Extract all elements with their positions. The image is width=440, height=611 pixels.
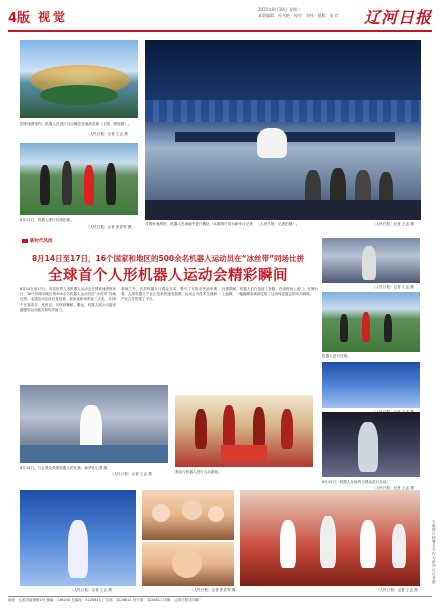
editor-line: 本版编辑：孙书艳 · 校对：刘伟 · 组版：张 红: [258, 13, 339, 18]
photo-caption: 8月17日，机器人进行足球比赛。: [20, 218, 74, 222]
photo-audience-2[interactable]: [142, 542, 234, 586]
article-column: 比赛期间，机器人们在赛道上奔跑、在绿茵场上射门、在舞台上起舞，一幅幅精彩画面定格了这场科技盛会的动人瞬间。: [222, 287, 318, 297]
photo-caption: 在国家速滑馆，机器人在场地中进行搬运（本版图片均为新华社记者、〈人民日报〉记者拍摄）。: [145, 222, 300, 226]
photo-credit: 〈人民日报〉记者 王孟 摄: [376, 588, 418, 592]
page-header: [8, 5, 432, 27]
photo-robot-soccer[interactable]: [322, 292, 420, 352]
page-footer: 地址：辽源市南康街1号 邮编：136200 总编室：3226811 广告部：3226811 发行部：3226811 印刷：辽源日报社印刷厂: [8, 598, 202, 602]
article-tag: [22, 238, 53, 244]
photo-robot-walk[interactable]: [322, 238, 420, 283]
photo-robot-race[interactable]: [20, 143, 138, 215]
photo-credit: 〈人民日报〉记者 王孟 摄: [110, 472, 152, 476]
article-column: 赛场之外，各类机器人与观众互动，吸引了大批市民前来观看。人形机器人产业正迎来快速发展期，运动会为技术交流和产业合作搭建了平台。: [121, 287, 217, 302]
photo-arena[interactable]: [145, 40, 421, 220]
photo-credit: 〈人民日报〉记者 王孟 摄: [70, 588, 112, 592]
header-rule: [8, 30, 432, 32]
photo-audience[interactable]: [142, 490, 234, 540]
photo-robot-track[interactable]: [322, 362, 420, 408]
photo-robot-run[interactable]: [20, 385, 168, 463]
masthead-logo: 辽河日报: [363, 8, 432, 27]
photo-credit: 〈人民日报〉记者 王孟 摄: [372, 486, 414, 490]
tag-label: 新时代风尚: [30, 239, 53, 244]
date-text: 2025年8月19日 星期二: [258, 7, 302, 12]
article-column: 8月14日至17日，首届世界人形机器人运动会在国家速滑馆举行，16个国家和地区的500余名机器人运动员在“冰丝带”同场比拼。本届运动会设有竞技赛、表演赛和场景赛三大类，共26个比赛项目。从田径、足球到舞蹈、搬运，机器人展示出越来越强的运动能力和协作能力。: [20, 287, 116, 312]
tag-marker: [22, 239, 28, 243]
photo-credit: 〈人民日报〉记者 王孟 摄: [86, 132, 128, 136]
photo-robot-performance[interactable]: [175, 395, 313, 467]
photo-caption: 8月15日，机器人在场内与观众进行互动。: [322, 480, 390, 484]
article-kicker: 8月14日至17日，16个国家和地区的500余名机器人运动员在“冰丝带”同场比拼: [31, 254, 305, 263]
photo-stadium[interactable]: [20, 40, 138, 118]
photo-credit: 〈人民日报〉记者 王孟 摄: [372, 222, 414, 226]
photo-caption: 机器人进行比赛。: [322, 354, 351, 358]
photo-robot-arm[interactable]: [322, 412, 420, 477]
photo-robot-dance[interactable]: [20, 490, 136, 586]
photo-robot-show[interactable]: [240, 490, 420, 586]
photo-credit: 〈人民日报〉记者 张武军 摄: [86, 225, 132, 229]
photo-credit: 〈人民日报〉记者 张武军 摄: [190, 588, 236, 592]
section-title: 视觉: [38, 10, 69, 24]
photo-caption: 观众与机器人进行互动游戏。: [175, 470, 222, 474]
footer-rule: [8, 596, 432, 597]
dateline: [258, 7, 339, 19]
photo-caption: 8月14日，与会观众观看机器人的比赛。新华社记者 摄: [20, 466, 108, 470]
photo-credit: 〈人民日报〉记者 王孟 摄: [372, 285, 414, 289]
photo-caption: 国家速滑馆内，机器人在进行自由操控及速滑竞赛（上图，侧视图）。: [20, 122, 132, 126]
page-number: 4版: [8, 11, 31, 26]
vertical-note: 本版图片除署名外均为新华社记者摄: [432, 520, 436, 584]
article-headline: 全球首个人形机器人运动会精彩瞬间: [48, 268, 288, 284]
